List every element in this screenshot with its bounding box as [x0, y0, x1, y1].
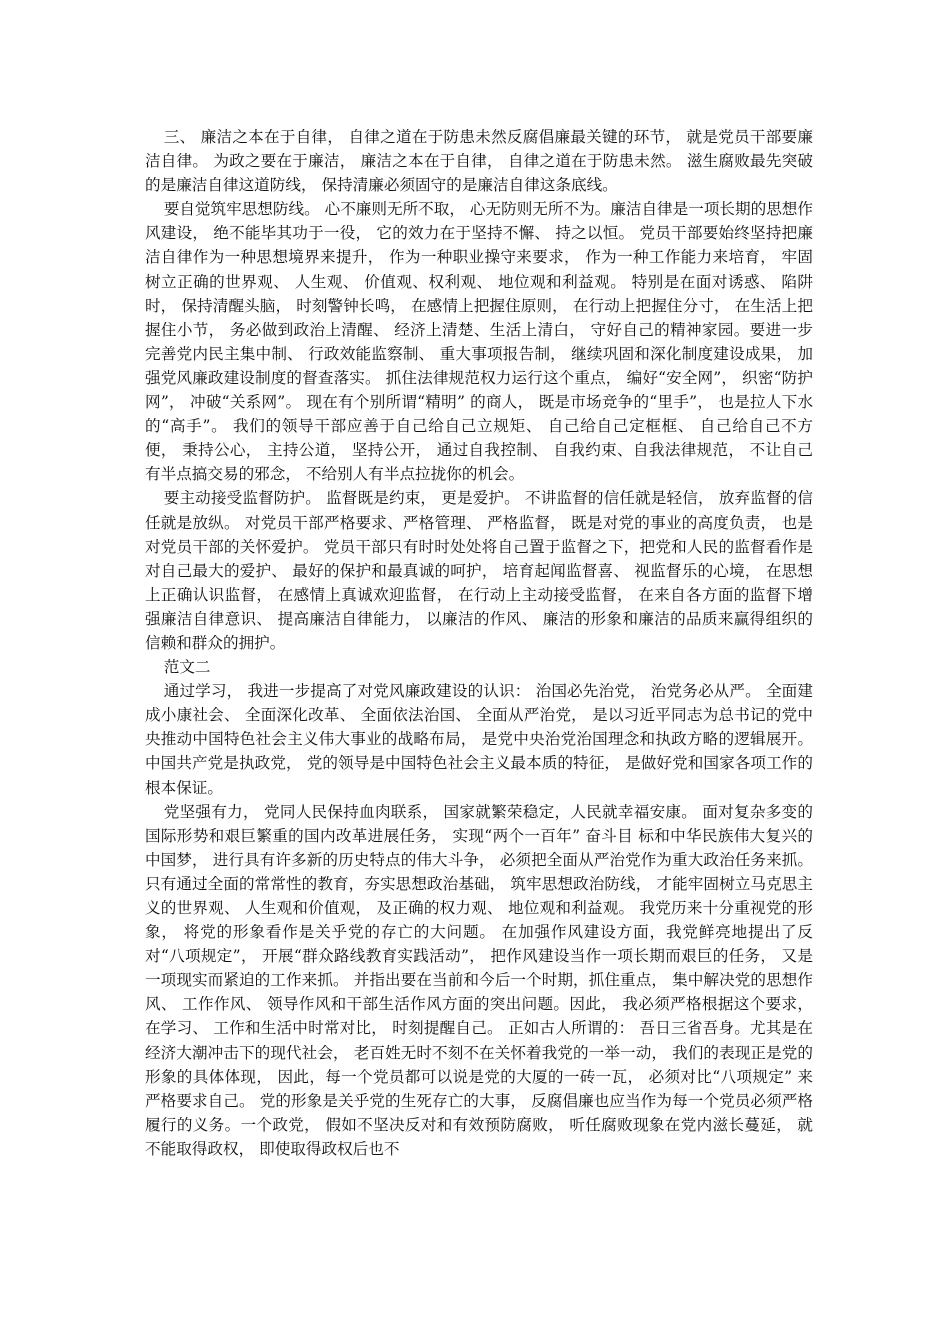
- paragraph-ideological-defense: 要自觉筑牢思想防线。 心不廉则无所不取， 心无防则无所不为。廉洁自律是一项长期的思想作风建设， 绝不能毕其功于一役， 它的效力在于坚持不懈、 持之以恒。 党员干部要始终坚持把廉洁自律作为一种思想境界来提升， 作为一种职业操守来要求， 作为一种工作能力来培育， 牢固树立正确的世界观、 人生观、 价值观、权利观、 地位观和利益观。 特别是在面对诱惑、 陷阱时， 保持清醒头脑， 时刻警钟长鸣， 在感情上把握住原则， 在行动上把握住分寸， 在生活上把握住小节， 务必做到政治上清醒、 经济上清楚、生活上清白， 守好自己的精神家园。要进一步完善党内民主集中制、 行政效能监察制、 重大事项报告制， 继续巩固和深化制度建设成果， 加强党风廉政建设制度的督查落实。 抓住法律规范权力运行这个重点， 编好“安全网”， 织密“防护网”， 冲破“关系网”。 现在有个别所谓“精明” 的商人， 既是市场竞争的“里手”， 也是拉人下水的“高手”。 我们的领导干部应善于自己给自己立规矩、 自己给自己定框框、 自己给自己不方便， 秉持公心， 主持公道， 坚持公开， 通过自我控制、 自我约束、自我法律规范， 不让自己有半点搞交易的邪念， 不给别人有半点拉拢你的机会。: [145, 200, 813, 484]
- section-title: 范文二: [163, 658, 211, 677]
- paragraph-party-strength: 党坚强有力， 党同人民保持血肉联系， 国家就繁荣稳定，人民就幸福安康。 面对复杂多变的国际形势和艰巨繁重的国内改革进展任务， 实现“两个一百年” 奋斗目 标和中华民族伟大复兴的中国梦， 进行具有许多新的历史特点的伟大斗争， 必须把全面从严治党作为重大政治任务来抓。 只有通过全面的常常性的教育，夯实思想政治基础， 筑牢思想政治防线， 才能牢固树立马克思主义的世界观、 人生观和价值观， 及正确的权力观、 地位观和利益观。 我党历来十分重视党的形象， 将党的形象看作是关乎党的存亡的大问题。 在加强作风建设方面，我党鲜亮地提出了反对“八项规定”， 开展“群众路线教育实践活动”， 把作风建设当作一项长期而艰巨的任务， 又是一项现实而紧迫的工作来抓。 并指出要在当前和今后一个时期，抓住重点， 集中解决党的思想作风、 工作作风、 领导作风和干部生活作风方面的突出问题。因此， 我必须严格根据这个要求， 在学习、 工作和生活中时常对比， 时刻提醒自己。 正如古人所谓的： 吾日三省吾身。尤其是在经济大潮冲击下的现代社会， 老百姓无时不刻不在关怀着我党的一举一动， 我们的表现正是党的形象的具体体现， 因此，每一个党员都可以说是党的大厦的一砖一瓦， 必须对比“八项规定” 来严格要求自己。 党的形象是关乎党的生死存亡的大事， 反腐倡廉也应当作为每一个党员必须严格履行的义务。一个政党， 假如不坚决反对和有效预防腐败， 听任腐败现象在党内滋长蔓延， 就不能取得政权， 即使取得政权后也不: [145, 802, 813, 1158]
- paragraph-study-understanding: 通过学习， 我进一步提高了对党风廉政建设的认识： 治国必先治党， 治党务必从严。 全面建成小康社会、 全面深化改革、 全面依法治国、 全面从严治党， 是以习近平同志为总书记的党中央推动中国特色社会主义伟大事业的战略布局， 是党中央治党治国理念和执政方略的逻辑展开。 中国共产党是执政党， 党的领导是中国特色社会主义最本质的特征， 是做好党和国家各项工作的根本保证。: [145, 682, 813, 797]
- paragraph-accept-supervision: 要主动接受监督防护。 监督既是约束， 更是爱护。 不讲监督的信任就是轻信， 放弃监督的信任就是放纵。 对党员干部严格要求、严格管理、 严格监督， 既是对党的事业的高度负责， 也是对党员干部的关怀爱护。 党员干部只有时时处处将自己置于监督之下，把党和人民的监督看作是对自己最大的爱护、 最好的保护和最真诚的呵护， 培育起闻监督喜、 视监督乐的心境， 在思想上正确认识监督， 在感情上真诚欢迎监督， 在行动上主动接受监督， 在来自各方面的监督下增强廉洁自律意识、 提高廉洁自律能力， 以廉洁的作风、 廉洁的形象和廉洁的品质来赢得组织的信赖和群众的拥护。: [145, 489, 813, 652]
- document-body: [145, 125, 813, 1161]
- paragraph-self-discipline: 三、 廉洁之本在于自律， 自律之道在于防患未然反腐倡廉最关键的环节， 就是党员干部要廉洁自律。 为政之要在于廉洁， 廉洁之本在于自律， 自律之道在于防患未然。 滋生腐败最先突破的是廉洁自律这道防线， 保持清廉必须固守的是廉洁自律这条底线。: [145, 128, 813, 195]
